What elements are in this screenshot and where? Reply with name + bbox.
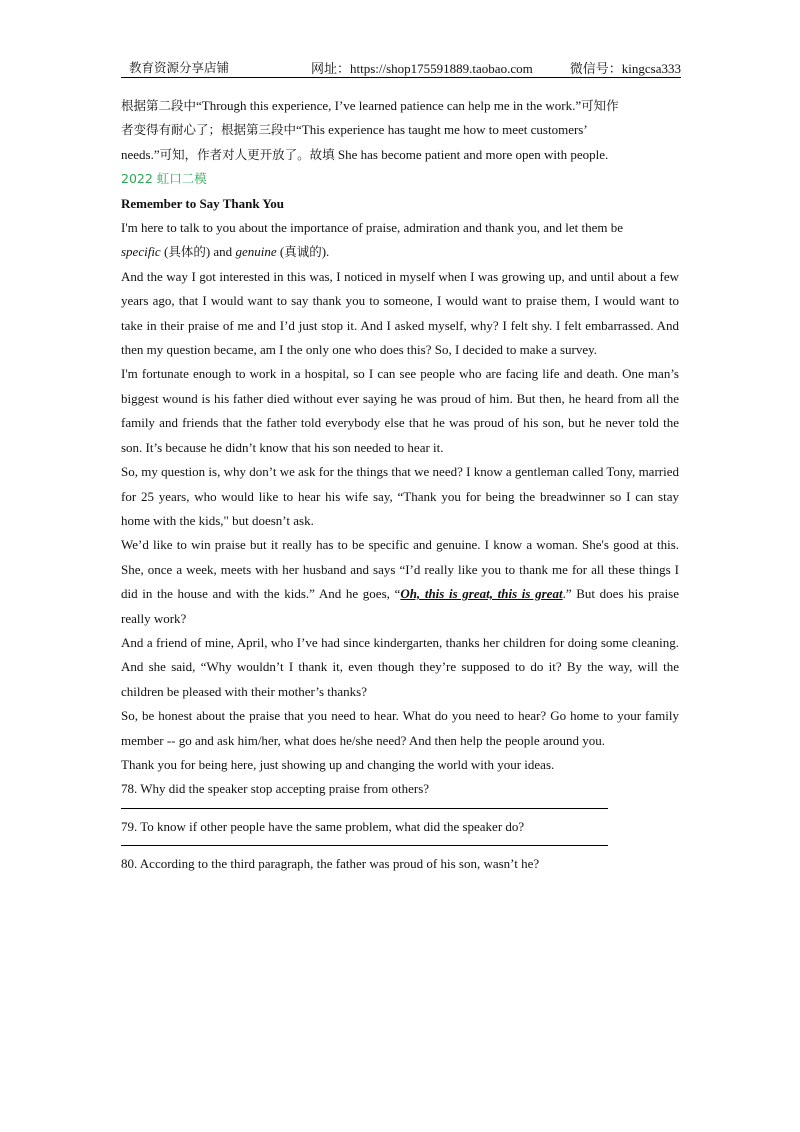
article-paragraph-4: So, my question is, why don’t we ask for the things that we need? I know a gentleman called Tony, married for 25 years, who would like to hear his wife say, “Thank you for being the breadwinner so I can stay home with the kids," but doesn’t ask. — [121, 464, 679, 528]
question-78: 78. Why did the speaker stop accepting praise from others? — [121, 781, 430, 797]
header-wechat: 微信号：kingcsa333 — [569, 61, 681, 76]
intro-text: 者变得有耐心了；根据第三段中 — [121, 122, 297, 138]
word-genuine-cn: 真诚的 — [284, 244, 322, 260]
article-paragraph-7: So, be honest about the praise that you need to hear. What do you need to hear? Go home to your family member -- go and ask him/her, what does he/she need? And then help the people around you. — [121, 708, 679, 748]
p1-text: ) and — [205, 244, 236, 260]
answer-line-78 — [121, 802, 608, 809]
word-genuine: genuine — [235, 244, 277, 260]
answer-line-79 — [121, 839, 608, 846]
p1-text: ( — [276, 244, 285, 260]
p1-text: ). — [321, 244, 330, 260]
page-header — [121, 55, 681, 78]
p5-text: .” But does his praise really work? — [121, 586, 680, 626]
word-specific-cn: 具体的 — [168, 244, 206, 260]
word-specific: specific — [121, 244, 161, 260]
p5-text: We’d like to win praise but it really has to be specific and genuine. I know a woman. She's good at this. She, once a week, meets with her husband and says “I’d really like you to thank me for all these things I did in the house and with the kids.” And he goes, “ — [121, 537, 679, 602]
header-website: 网址：https://shop175591889.taobao.com — [311, 61, 533, 76]
article-paragraph-2: And the way I got interested in this was, I noticed in myself when I was growing up, and until about a few years ago, that I would want to say thank you to someone, I would want to praise them, I would want to take in their praise of me and I’d just stop it. And I asked myself, why? I felt shy. I felt embarrassed. And then my question became, am I the only one who does this? So, I decided to make a survey. — [121, 268, 679, 358]
emphasized-quote: Oh, this is great, this is great — [400, 586, 563, 602]
article-paragraph-3: I'm fortunate enough to work in a hospital, so I can see people who are facing life and death. One man’s biggest wound is his father died without ever saying he was proud of him. But then, he heard from all the family and friends that the father told everybody else that he was proud of his son, but he never told the son. It’s because he didn’t know that his son needed to hear it. — [121, 366, 679, 455]
section-label — [121, 167, 679, 191]
article-paragraph-6: And a friend of mine, April, who I’ve had since kindergarten, thanks her children for doing some cleaning. And she said, “Why wouldn’t I thank it, even though they’re supposed to do it? By the way, will the children be pleased with their mother’s thanks? — [121, 634, 679, 699]
section-label-text: 2022 虹口二模 — [121, 171, 207, 187]
intro-text: 可知作 — [581, 98, 619, 113]
p1-text: I'm here to talk to you about the importance of praise, admiration and thank you, and let them be — [121, 220, 623, 236]
document-body — [121, 94, 679, 877]
p1-text: ( — [160, 244, 169, 260]
answer-explanation — [121, 94, 679, 167]
article-title: Remember to Say Thank You — [121, 195, 285, 211]
intro-quote-2: “This experience has taught me how to meet customers’ — [296, 122, 588, 138]
intro-quote-2-end: needs.” — [121, 146, 160, 162]
intro-text: 根据第二段中 — [121, 98, 197, 113]
intro-text: 可知，作者对人更开放了。故填 — [159, 146, 335, 162]
intro-quote-1: “Through this experience, I’ve learned patience can help me in the work.” — [196, 98, 582, 113]
article-paragraph-8: Thank you for being here, just showing up and changing the world with your ideas. — [121, 756, 555, 772]
question-80: 80. According to the third paragraph, the father was proud of his son, wasn’t he? — [121, 856, 540, 872]
article-paragraph-5 — [121, 533, 679, 631]
intro-answer: She has become patient and more open with people. — [334, 146, 609, 162]
question-79: 79. To know if other people have the same problem, what did the speaker do? — [121, 818, 525, 834]
article-paragraph-1 — [121, 216, 679, 265]
header-shop-name: 教育资源分享店铺 — [129, 60, 230, 75]
